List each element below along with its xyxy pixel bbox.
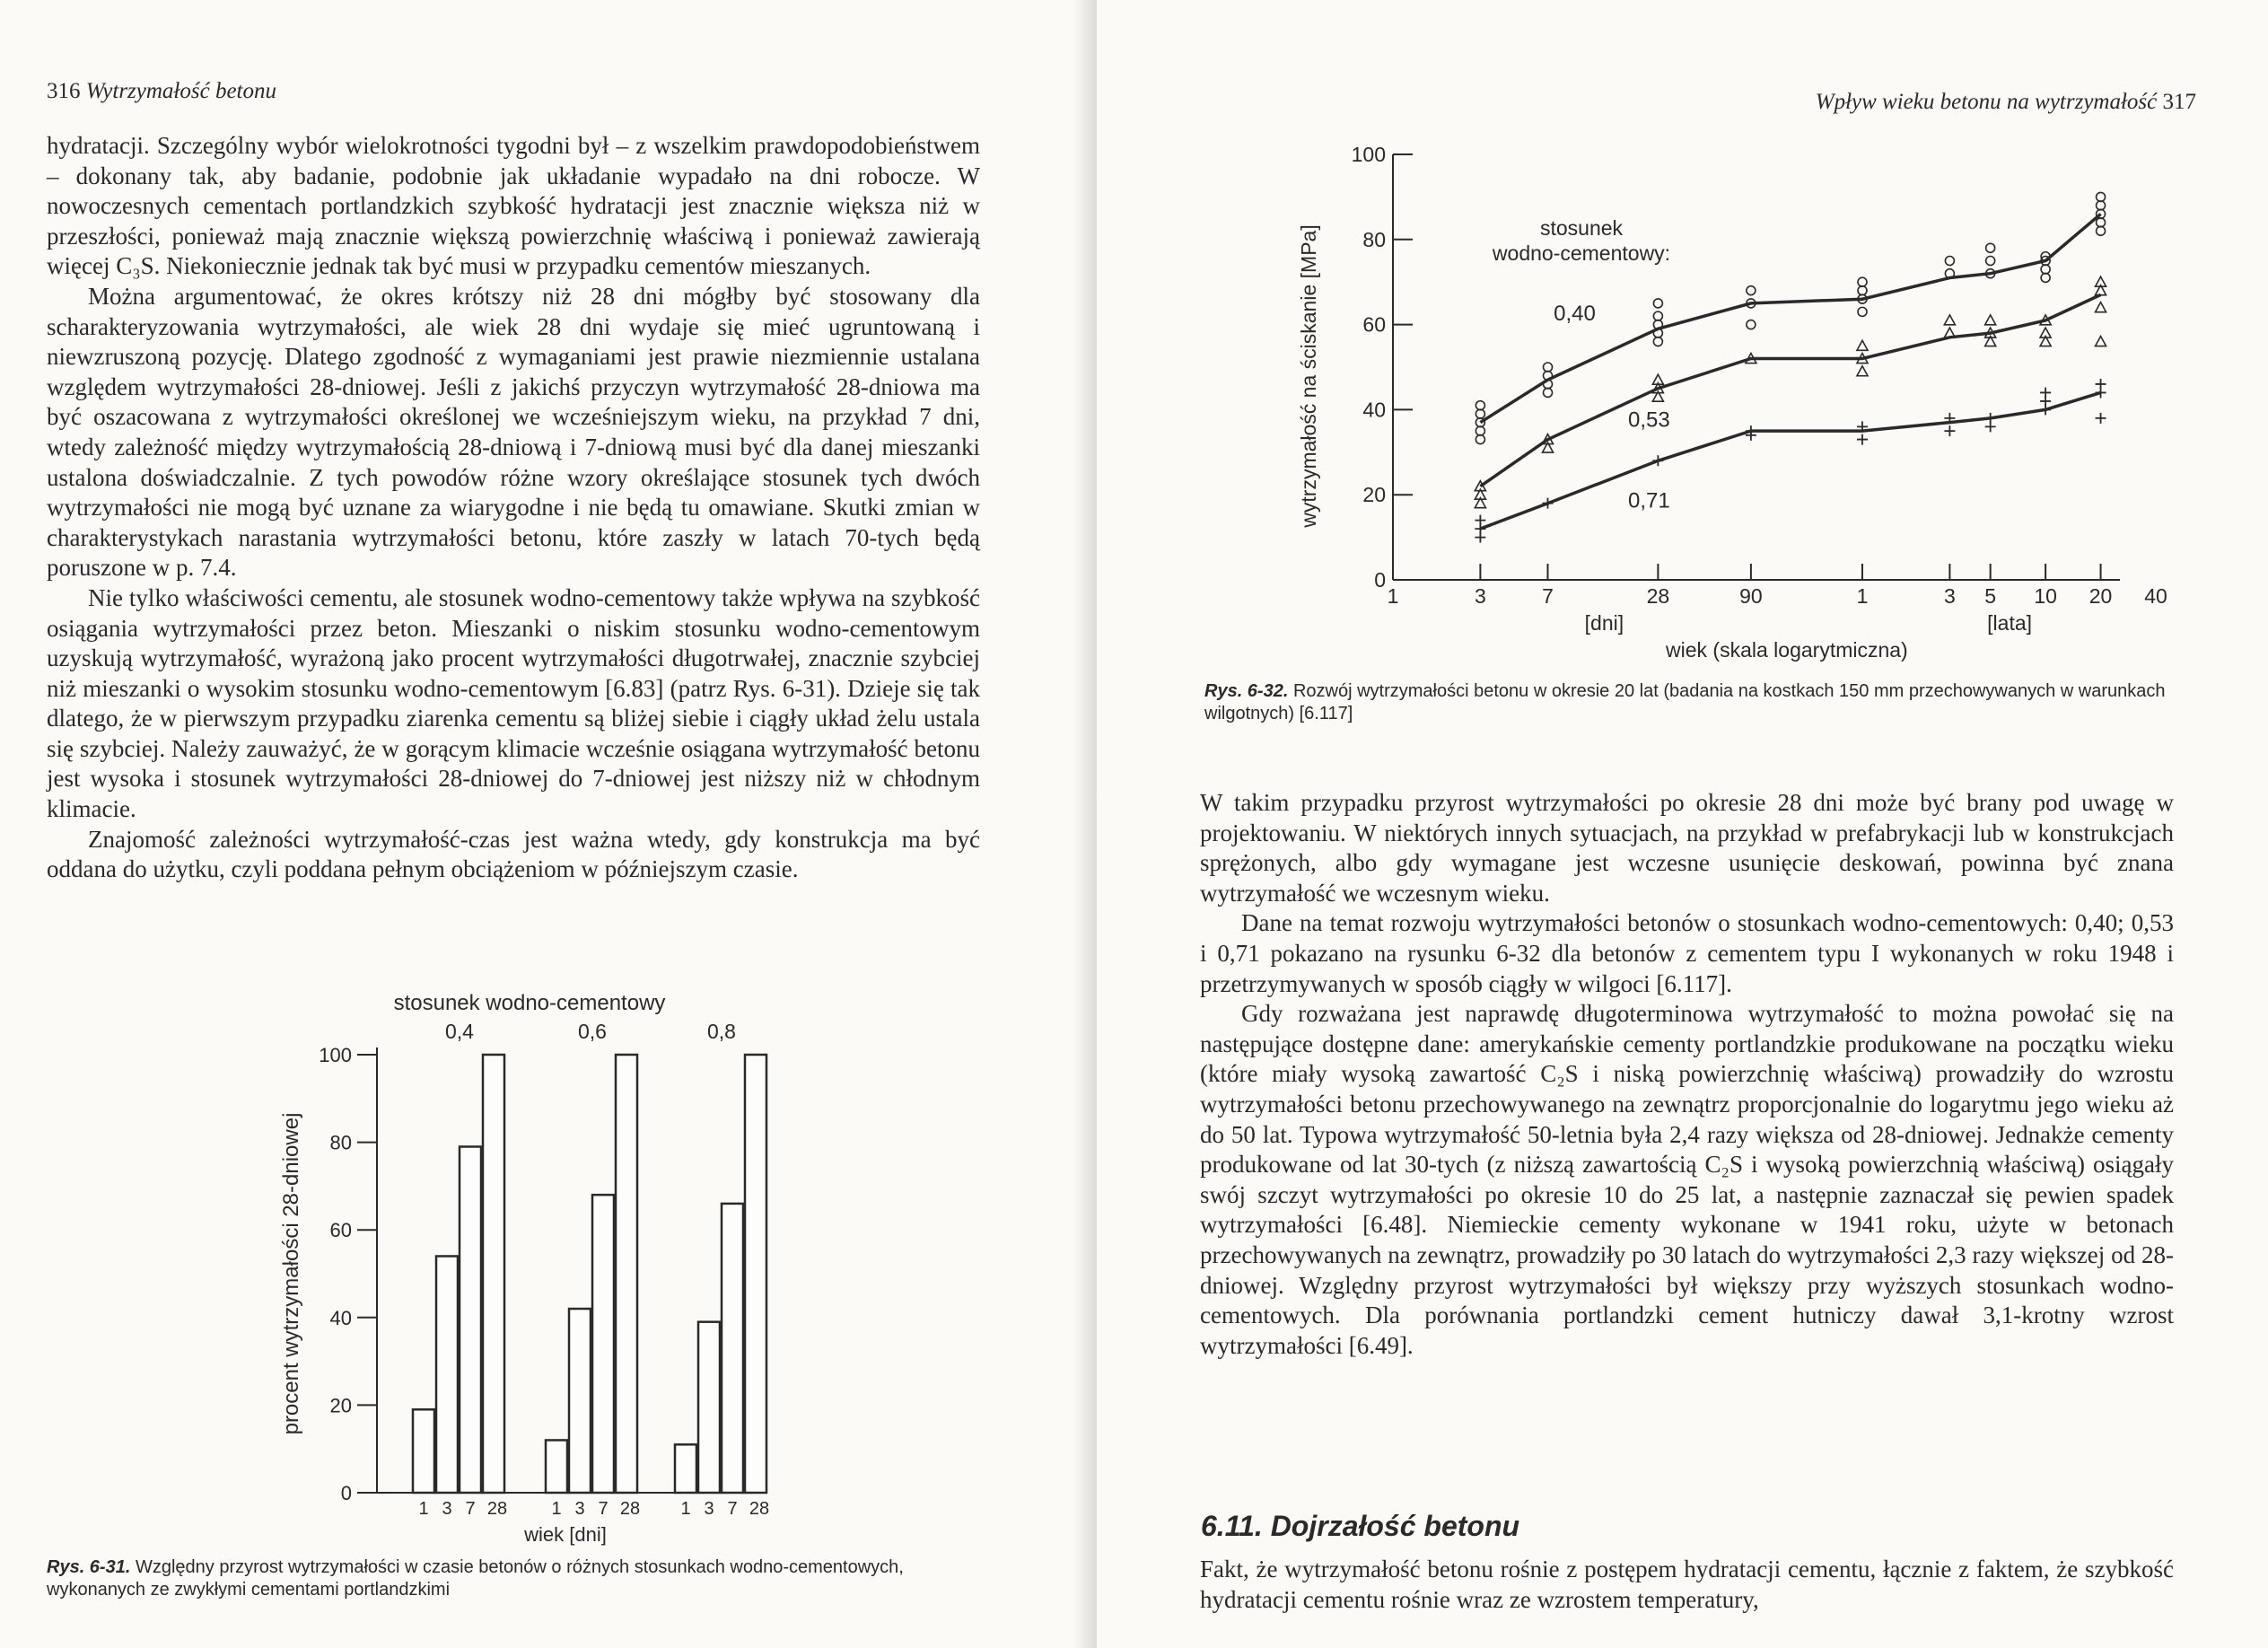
scatter-point-cross [1542, 498, 1553, 509]
scatter-x-tick-label: 10 [2034, 584, 2057, 608]
right-running-title: Wpływ wieku betonu na wytrzymałość [1815, 90, 2158, 114]
right-paragraph-3: Gdy rozważana jest naprawdę długoterminowa wytrzymałość to można powołać się na następujące dostępne dane: amerykańskie cementy portlandzkie produkowane na początku wieku (które miały wysoką zawartość C₂S i niską powierzchnię właściwą) prowadziły do wzrostu wytrzymałości betonu przechowywanego na zewnątrz proporcjonalnie do logarytmu jego wieku aż do 50 lat. Typowa wytrzymałość 50-letnia była 2,4 razy większa od 28-dniowej. Jednakże cementy produkowane od lat 30-tych (z niższą zawartością C₂S i wysoką powierzchnią właściwą) osiągały swój szczyt wytrzymałości po okresie 10 do 25 lat, a następnie zaznaczał się pewien spadek wytrzymałości [6.48]. Niemieckie cementy wykonane w 1941 roku, użyte w betonach przechowywanych na zewnątrz, prowadziły po 30 latach do wytrzymałości 2,3 razy większej od 28-dniowej. Względny przyrost wytrzymałości był większy przy wyższych stosunkach wodno-cementowych. Dla porównania portlandzki cement hutniczy dawał 3,1-krotny wzrost wytrzymałości [6.49]. [1200, 1000, 2174, 1359]
scatter-point-triangle [1985, 315, 1996, 325]
scatter-point-triangle [2096, 337, 2106, 346]
scatter-point-circle [1653, 337, 1662, 346]
scatter-point-circle [2097, 218, 2106, 227]
scatter-point-cross [1944, 425, 1955, 436]
left-paragraph-3: Nie tylko właściwości cementu, ale stosunek wodno-cementowy także wpływa na szybkość osiągania wytrzymałości przez beton. Mieszanki o niskim stosunku wodno-cementowym uzyskują wytrzymałość, wyrażoną jako procent wytrzymałości długotrwałej, znacznie szybciej niż mieszanki o wysokim stosunku wodno-cementowym [6.83] (patrz Rys. 6-31). Dzieje się tak dlatego, że w pierwszym przypadku ziarenka cementu są bliżej siebie i ciągły układ żelu ustala się szybciej. Należy zauważyć, że w gorącym klimacie wcześnie osiągana wytrzymałość betonu jest wysoka i stosunek wytrzymałości 28-dniowej do 7-dniowej jest niższy niż w chłodnym klimacie. [47, 583, 980, 823]
left-paragraph-2: Można argumentować, że okres krótszy niż 28 dni mógłby być stosowany dla scharakteryzowania wytrzymałości, ale wiek 28 dni wydaje się mieć ugruntowaną i niewzruszoną pozycję. Dlatego zgodność z wymaganiami jest prawie niezmiennie ustalana względem wytrzymałości 28-dniowej. Jeśli z jakichś przyczyn wytrzymałość 28-dniowa ma być oszacowana z wytrzymałości określonej we wcześniejszym wieku, na przykład 7 dni, wtedy zależność między wytrzymałością 28-dniową i 7-dniową musi być dla danej mieszanki ustalona doświadczalnie. Z tych powodów różne wzory określające stosunek tych dwóch wytrzymałości nie mogą być uznane za wiarygodne i nie będą tu omawiane. Skutki zmian w charakterystykach narastania wytrzymałości betonu, które zaszły w latach 70-tych będą poruszone w p. 7.4. [47, 282, 980, 582]
bar-chart-bar [616, 1055, 637, 1493]
scatter-y-tick-label: 40 [1362, 398, 1386, 422]
bar-chart-x-tick-label: 7 [727, 1499, 738, 1519]
scatter-x-tick-label: 1 [1387, 584, 1399, 608]
scatter-x-unit-days: [dni] [1584, 611, 1624, 635]
scatter-series-label: 0,40 [1554, 301, 1596, 326]
scatter-x-tick-label: 3 [1943, 584, 1956, 608]
bar-chart-bar [569, 1309, 591, 1493]
bar-chart-x-tick-label: 7 [598, 1499, 609, 1519]
scatter-x-label: wiek (skala logarytmiczna) [1666, 638, 1908, 662]
bar-chart-y-tick-label: 100 [319, 1044, 352, 1066]
bar-chart-x-label: wiek [dni] [524, 1523, 607, 1546]
bar-chart-bar [546, 1440, 567, 1493]
bar-chart-y-tick-label: 0 [340, 1482, 352, 1504]
bar-chart-bar [460, 1146, 481, 1493]
section-6-11-paragraph: Fakt, że wytrzymałość betonu rośnie z postępem hydratacji cementu, łącznie z faktem, że szybkość hydratacji cementu rośnie wraz ze wzrostem temperatury, [1200, 1556, 2174, 1613]
figure-6-31-caption [47, 1556, 998, 1601]
left-running-title: Wytrzymałość betonu [85, 79, 276, 103]
scatter-point-circle [1476, 401, 1484, 410]
scatter-point-circle [2097, 201, 2106, 210]
bar-chart-x-tick-label: 1 [551, 1499, 562, 1519]
right-body-text [1200, 788, 2174, 1361]
scatter-curve-0-71 [1480, 392, 2100, 529]
scatter-x-tick-label: 7 [1542, 584, 1554, 608]
figure-6-31-caption-label: Rys. 6-31. [47, 1557, 131, 1577]
bar-chart-x-tick-label: 28 [619, 1499, 641, 1519]
left-body-text [47, 131, 980, 885]
scatter-point-cross [2040, 387, 2051, 398]
scatter-x-tick-label: 40 [2144, 584, 2167, 608]
scatter-y-tick-label: 0 [1374, 568, 1386, 592]
bar-chart-y-label: procent wytrzymałości 28-dniowej [279, 1112, 303, 1435]
scatter-point-triangle [1857, 340, 1868, 350]
scatter-x-tick-label: 1 [1856, 584, 1869, 608]
scatter-x-tick-label: 3 [1474, 584, 1486, 608]
left-running-head [47, 79, 276, 104]
scatter-point-circle [1476, 418, 1484, 427]
scatter-point-circle [2097, 226, 2106, 235]
bar-chart-bar [483, 1055, 504, 1493]
section-heading-6-11: 6.11. Dojrzałość betonu [1201, 1510, 1520, 1542]
scatter-point-cross [1652, 455, 1663, 466]
bar-chart-title: stosunek wodno-cementowy [393, 991, 666, 1015]
left-paragraph-4: Znajomość zależności wytrzymałość-czas jest ważna wtedy, gdy konstrukcja ma być oddana do użytku, czyli poddana pełnym obciążeniom w późniejszym czasie. [47, 825, 980, 883]
bar-chart-x-tick-label: 3 [442, 1499, 452, 1519]
bar-chart-bar [698, 1322, 720, 1493]
figure-6-31-caption-text: Względny przyrost wytrzymałości w czasie betonów o różnych stosunkach wodno-cementowych, wykonanych ze zwykłymi cementami portlandzkimi [47, 1557, 904, 1600]
scatter-point-circle [1945, 257, 1954, 266]
scatter-point-circle [1986, 257, 1995, 266]
bar-chart-bar [722, 1204, 743, 1493]
bar-chart-y-tick-label: 20 [329, 1394, 352, 1417]
right-paragraph-1: W takim przypadku przyrost wytrzymałości po okresie 28 dni może być brany pod uwagę w projektowaniu. W niektórych innych sytuacjach, na przykład w prefabrykacji lub w konstrukcjach sprężonych, albo gdy wymagane jest wczesne usunięcie deskowań, powinna być znana wytrzymałość we wczesnym wieku. [1200, 789, 2174, 907]
scatter-x-tick-label: 28 [1646, 584, 1670, 608]
bar-chart-bar [745, 1055, 766, 1493]
figure-6-32-caption [1204, 680, 2174, 725]
scatter-point-circle [1476, 426, 1484, 435]
scatter-point-circle [1543, 363, 1552, 372]
scatter-point-circle [1543, 388, 1552, 397]
bar-chart-group-label: 0,4 [445, 1020, 474, 1043]
scatter-y-label: wytrzymałość na ściskanie [MPa] [1297, 224, 1320, 528]
scatter-legend-title-line2: wodno-cementowy: [1492, 241, 1671, 265]
right-paragraph-2: Dane na temat rozwoju wytrzymałości betonów o stosunkach wodno-cementowych: 0,40; 0,53 i 0,71 pokazano na rysunku 6-32 dla betonów z cementem typu I wykonanych w roku 1948 i przetrzymywanych w sposób ciągły w wilgoci [6.117]. [1200, 909, 2174, 997]
scatter-y-tick-label: 80 [1362, 227, 1386, 251]
scatter-point-circle [1858, 286, 1867, 295]
scatter-point-cross [1857, 434, 1868, 445]
scatter-point-circle [1653, 299, 1662, 308]
section-6-11-text [1200, 1555, 2174, 1615]
figure-6-32-caption-text: Rozwój wytrzymałości betonu w okresie 20 lat (badania na kostkach 150 mm przechowywanych w warunkach wilgotnych) [6.117] [1204, 681, 2166, 723]
scatter-y-tick-label: 60 [1362, 312, 1386, 337]
scatter-point-circle [1747, 286, 1756, 295]
scatter-point-circle [1653, 311, 1662, 320]
bar-chart-y-tick-label: 80 [329, 1131, 352, 1154]
bar-chart-group-label: 0,6 [578, 1020, 607, 1043]
scatter-point-circle [1858, 307, 1867, 316]
scatter-point-triangle [2096, 302, 2106, 312]
scatter-series-label: 0,71 [1628, 488, 1670, 513]
figure-6-32-caption-label: Rys. 6-32. [1204, 681, 1289, 701]
left-page [0, 0, 1095, 1648]
scatter-x-tick-label: 90 [1739, 584, 1763, 608]
left-page-number: 316 [47, 79, 81, 103]
scatter-point-triangle [1857, 366, 1868, 376]
scatter-x-tick-label: 20 [2088, 584, 2113, 608]
scatter-point-cross [2096, 413, 2106, 424]
scatter-point-circle [1476, 435, 1484, 444]
bar-chart-x-tick-label: 7 [465, 1499, 476, 1519]
scatter-point-cross [2096, 379, 2106, 390]
right-page [1097, 0, 2268, 1648]
scatter-point-cross [1475, 515, 1485, 526]
bar-chart-y-tick-label: 40 [329, 1306, 352, 1329]
scatter-point-triangle [1944, 315, 1955, 325]
scatter-point-circle [1476, 409, 1484, 418]
scatter-x-unit-years: [lata] [1987, 611, 2033, 635]
figure-6-32-strength-chart [1276, 135, 2210, 669]
bar-chart-y-tick-label: 60 [329, 1219, 352, 1242]
bar-chart-x-tick-label: 28 [749, 1499, 770, 1519]
scatter-point-circle [2041, 265, 2050, 274]
right-running-head [1816, 90, 2196, 115]
scatter-point-circle [1858, 277, 1867, 286]
left-paragraph-1: hydratacji. Szczególny wybór wielokrotności tygodni był – z wszelkim prawdopodobieństwem – dokonany tak, aby badanie, podobnie jak układanie wypadało na dni robocze. W nowoczesnych cementach portlandzkich szybkość hydratacji jest znacznie większa niż w przeszłości, ponieważ mają znacznie większą powierzchnię właściwą i ponieważ zawierają więcej C₃S. Niekoniecznie jednak tak być musi w przypadku cementów mieszanych. [47, 132, 980, 280]
scatter-series-label: 0,53 [1628, 408, 1670, 433]
bar-chart-bar [413, 1409, 434, 1493]
bar-chart-x-tick-label: 3 [704, 1499, 714, 1519]
bar-chart-x-tick-label: 1 [418, 1499, 429, 1519]
bar-chart-x-tick-label: 28 [486, 1499, 508, 1519]
scatter-y-tick-label: 100 [1351, 143, 1386, 166]
bar-chart-x-tick-label: 3 [574, 1499, 585, 1519]
scatter-point-circle [1986, 243, 1995, 252]
bar-chart-bar [675, 1444, 696, 1493]
scatter-point-circle [2041, 273, 2050, 282]
figure-6-31-bar-chart [269, 983, 772, 1562]
scatter-legend-title-line1: stosunek [1539, 216, 1624, 240]
scatter-point-cross [1985, 413, 1996, 424]
scatter-x-tick-label: 5 [1984, 584, 1997, 608]
scatter-y-tick-label: 20 [1362, 483, 1386, 507]
scatter-point-circle [1747, 320, 1756, 329]
bar-chart-group-label: 0,8 [707, 1020, 736, 1043]
bar-chart-bar [592, 1195, 614, 1493]
right-page-number: 317 [2162, 90, 2196, 114]
bar-chart-x-tick-label: 1 [680, 1499, 691, 1519]
scatter-point-circle [2097, 192, 2106, 201]
bar-chart-bar [436, 1256, 458, 1493]
